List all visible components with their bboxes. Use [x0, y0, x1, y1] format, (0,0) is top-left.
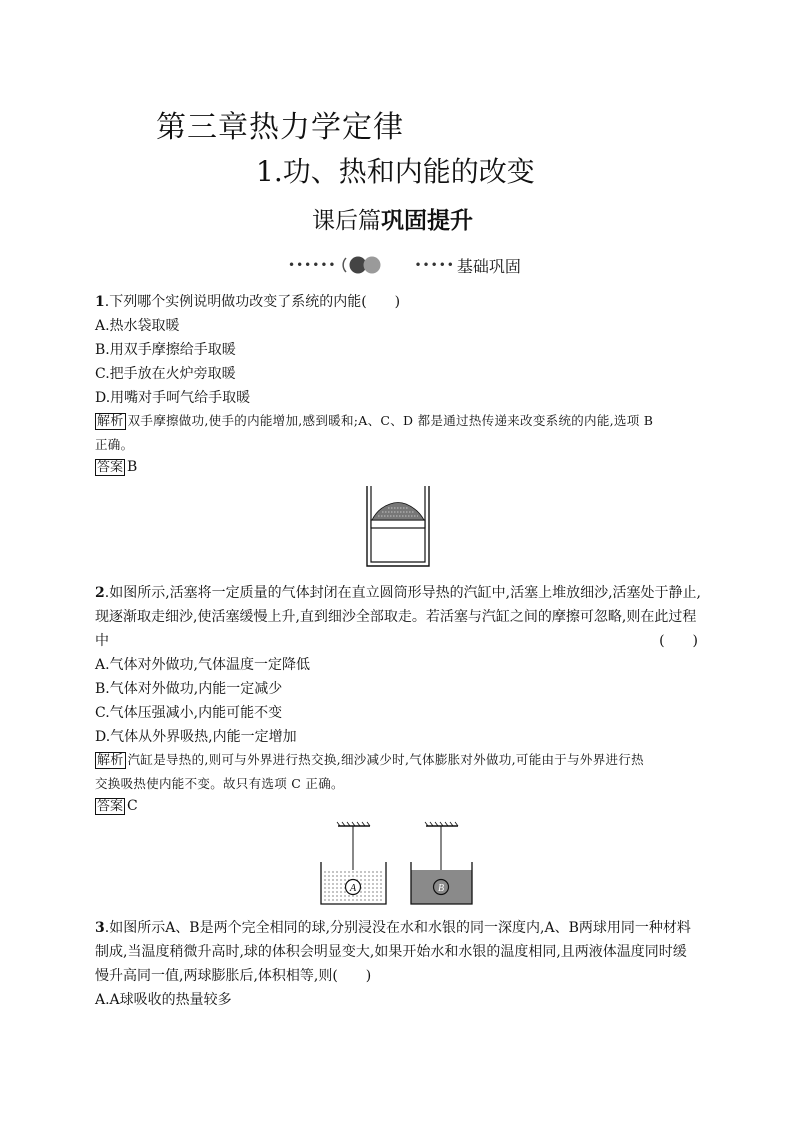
question-1-text: .下列哪个实例说明做功改变了系统的内能( ): [104, 294, 401, 310]
question-2-answer: [95, 798, 138, 815]
ball-b-label: B: [437, 883, 445, 894]
question-1-analysis: [95, 411, 653, 430]
answer-tag: 答案: [97, 799, 124, 814]
question-2-analysis: [95, 750, 644, 769]
question-2-answer-value: C: [127, 798, 138, 814]
question-1-stem: [95, 291, 400, 311]
analysis-tag: 解析: [97, 753, 124, 768]
subtitle-plain: 课后篇: [312, 208, 381, 234]
question-1-answer-value: B: [127, 459, 138, 475]
question-1-analysis-line-1: 双手摩擦做功,使手的内能增加,感到暖和;A、C、D 都是通过热传递来改变系统的内能,选项 B: [127, 413, 654, 428]
divider-dots-right: •••••: [414, 258, 455, 272]
question-1-analysis-line-2: 正确。: [95, 437, 134, 452]
ball-a-label: A: [349, 883, 357, 894]
question-2-option-b: B.气体对外做功,内能一定减少: [95, 681, 283, 697]
question-3-number: 3: [95, 920, 105, 936]
question-2-stem-line-3: 中: [95, 633, 109, 649]
question-2-answer-blank: ( ): [659, 633, 698, 649]
question-2-stem-line-2: 现逐渐取走细沙,使活塞缓慢上升,直到细沙全部取走。若活塞与汽缸之间的摩擦可忽略,则在此过程: [95, 609, 697, 625]
question-3-stem-line-2: 制成,当温度稍微升高时,球的体积会明显变大,如果开始水和水银的温度相同,且两液体温度同时缓: [95, 944, 687, 960]
divider-label: 基础巩固: [456, 256, 521, 276]
question-1-answer: [95, 459, 137, 476]
question-1-number: 1: [95, 294, 105, 310]
analysis-tag: 解析: [97, 414, 124, 429]
section-title: 1.功、热和内能的改变: [256, 155, 535, 188]
section-divider: [288, 252, 521, 278]
question-2-analysis-line-2: 交换吸热使内能不变。故只有选项 C 正确。: [95, 776, 344, 791]
question-1-option-a: A.热水袋取暖: [95, 318, 180, 334]
question-1-option-d: D.用嘴对手呵气给手取暖: [95, 390, 251, 406]
question-2-option-a: A.气体对外做功,气体温度一定降低: [95, 657, 311, 673]
question-3-stem-line-3: 慢升高同一值,两球膨胀后,体积相等,则( ): [95, 968, 372, 984]
subtitle-bold: 巩固提升: [381, 208, 473, 234]
question-2-stem-line-1: [95, 582, 701, 602]
answer-tag: 答案: [97, 460, 124, 475]
question-2-number: 2: [95, 585, 105, 601]
chapter-title: 第三章热力学定律: [156, 110, 404, 145]
subtitle: [312, 202, 473, 235]
question-3-option-a: A.A球吸收的热量较多: [95, 992, 232, 1008]
question-2-option-c: C.气体压强减小,内能可能不变: [95, 705, 283, 721]
question-2-option-d: D.气体从外界吸热,内能一定增加: [95, 729, 297, 745]
question-1-option-c: C.把手放在火炉旁取暖: [95, 366, 236, 382]
question-2-text-1: .如图所示,活塞将一定质量的气体封闭在直立圆筒形导热的汽缸中,活塞上堆放细沙,活塞处于静止,: [104, 585, 701, 601]
question-2-analysis-line-1: 汽缸是导热的,则可与外界进行热交换,细沙减少时,气体膨胀对外做功,可能由于与外界进行热: [127, 752, 644, 767]
ball-liquid-figure: [318, 820, 478, 908]
circles-icon: [340, 252, 384, 278]
cylinder-piston-figure: [360, 484, 436, 568]
divider-dots-left: ••••••: [288, 258, 337, 272]
question-3-text-1: .如图所示A、B是两个完全相同的球,分别浸没在水和水银的同一深度内,A、B两球用同一种材料: [104, 920, 691, 936]
question-1-option-b: B.用双手摩擦给手取暖: [95, 342, 236, 358]
question-3-stem-line-1: [95, 917, 691, 937]
